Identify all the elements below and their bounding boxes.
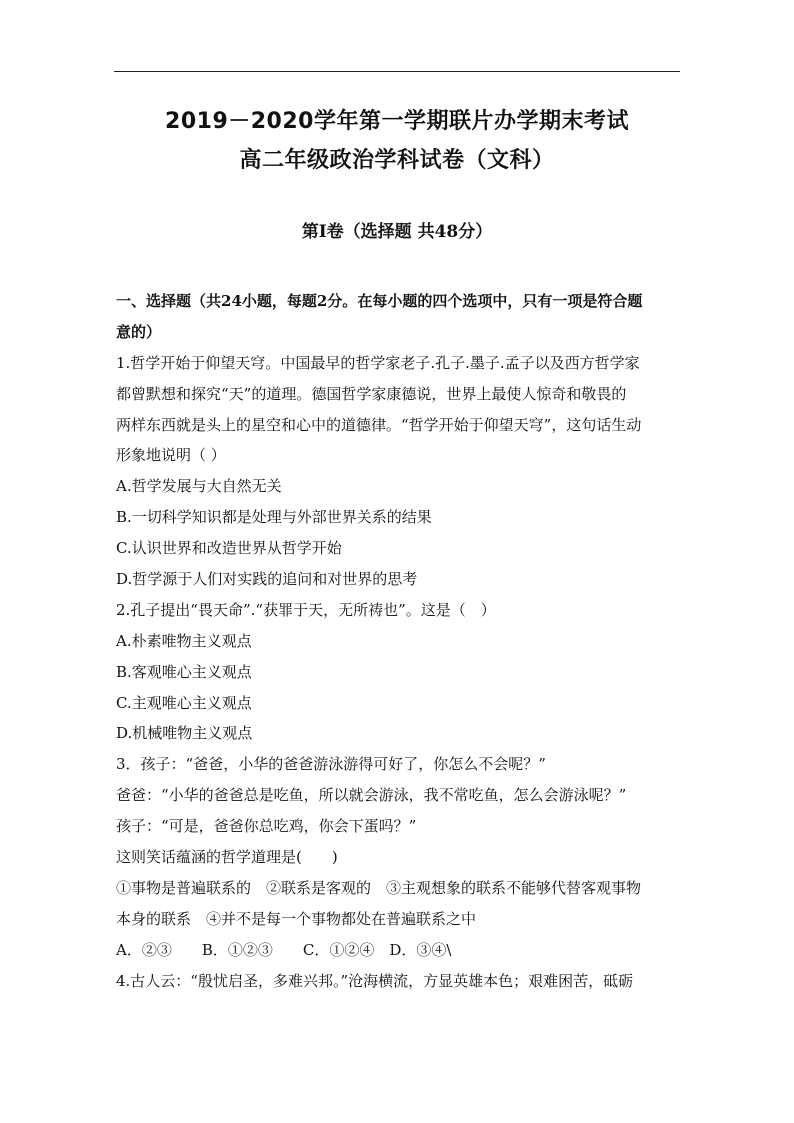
question-1-stem: 都曾默想和探究“天”的道理。德国哲学家康德说，世界上最使人惊奇和敬畏的 bbox=[116, 384, 627, 403]
question-2-option-c: C.主观唯心主义观点 bbox=[116, 693, 252, 712]
question-3-options: A．②③ B．①②③ C．①②④ D．③④\ bbox=[116, 940, 452, 959]
question-1-option-c: C.认识世界和改造世界从哲学开始 bbox=[116, 539, 342, 558]
question-2-option-a: A.朴素唯物主义观点 bbox=[116, 631, 252, 650]
instructions-line: 意的） bbox=[116, 322, 162, 341]
question-3-line: 这则笑话蕴涵的哲学道理是( ) bbox=[116, 848, 338, 867]
question-1-stem: 1.哲学开始于仰望天穹。中国最早的哲学家老子.孔子.墨子.孟子以及西方哲学家 bbox=[116, 353, 640, 372]
question-3-line: ①事物是普遍联系的 ②联系是客观的 ③主观想象的联系不能够代替客观事物 bbox=[116, 878, 642, 897]
exam-subtitle: 高二年级政治学科试卷（文科） bbox=[239, 148, 555, 173]
question-3-line: 本身的联系 ④并不是每一个事物都处在普遍联系之中 bbox=[116, 909, 477, 928]
top-rule bbox=[114, 71, 680, 72]
question-3-line: 孩子：“可是，爸爸你总吃鸡，你会下蛋吗？” bbox=[116, 817, 417, 836]
question-1-option-b: B.一切科学知识都是处理与外部世界关系的结果 bbox=[116, 508, 432, 527]
question-2-option-d: D.机械唯物主义观点 bbox=[116, 724, 253, 743]
exam-title: 2019－2020学年第一学期联片办学期末考试 bbox=[165, 109, 629, 134]
instructions-line: 一、选择题（共24小题，每题2分。在每小题的四个选项中，只有一项是符合题 bbox=[116, 292, 643, 310]
question-3-line: 3．孩子：“爸爸，小华的爸爸游泳游得可好了，你怎么不会呢？” bbox=[116, 755, 546, 774]
section-title: 第Ⅰ卷（选择题 共48分） bbox=[301, 222, 493, 242]
question-1-stem: 形象地说明（ ） bbox=[116, 446, 226, 465]
question-3-line: 爸爸：“小华的爸爸总是吃鱼，所以就会游泳，我不常吃鱼，怎么会游泳呢？” bbox=[116, 786, 627, 805]
question-body bbox=[116, 286, 686, 996]
question-1-option-a: A.哲学发展与大自然无关 bbox=[116, 477, 282, 496]
question-1-stem: 两样东西就是头上的星空和心中的道德律。“哲学开始于仰望天穹”，这句话生动 bbox=[116, 415, 642, 434]
question-1-option-d: D.哲学源于人们对实践的追问和对世界的思考 bbox=[116, 570, 418, 589]
question-2-option-b: B.客观唯心主义观点 bbox=[116, 662, 252, 681]
question-4-stem: 4.古人云：“殷忧启圣，多难兴邦。”沧海横流，方显英雄本色；艰难困苦，砥砺 bbox=[116, 971, 634, 990]
question-2-stem: 2.孔子提出“畏天命”.“获罪于天，无所祷也”。这是（ ） bbox=[116, 600, 496, 619]
